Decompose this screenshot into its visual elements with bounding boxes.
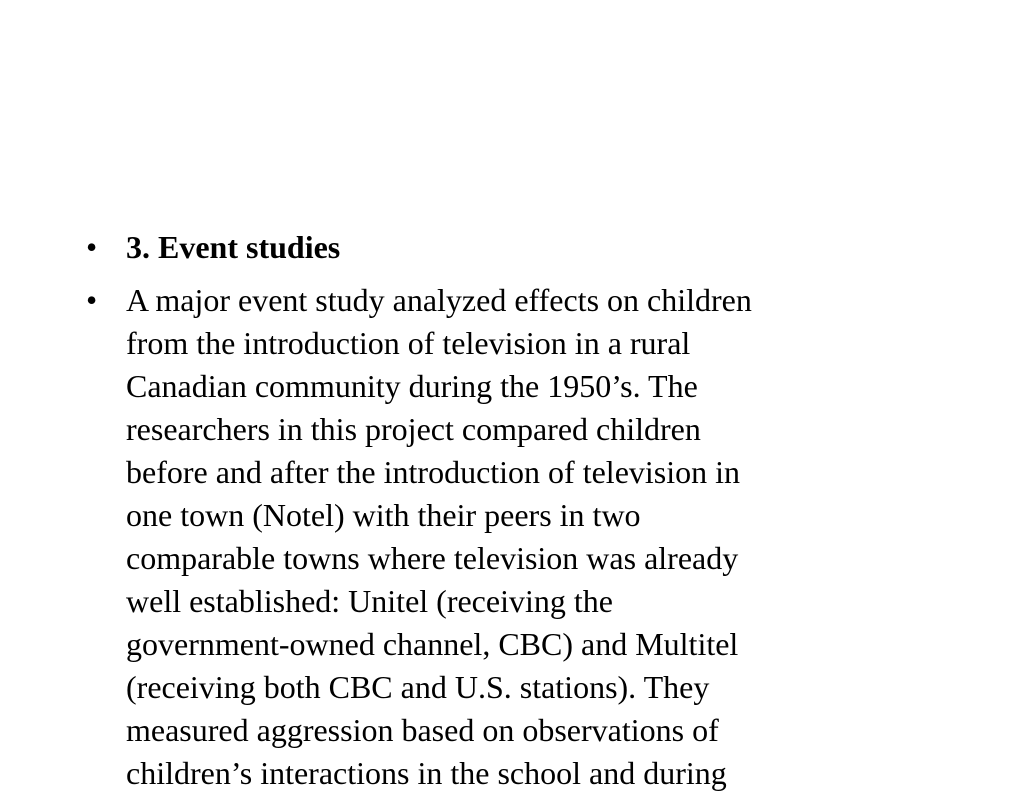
bullet-marker: • (86, 282, 98, 318)
paragraph-line: A major event study analyzed effects on children (126, 282, 752, 318)
bullet-item-heading (86, 226, 926, 269)
paragraph-line: measured aggression based on observations of (126, 712, 719, 748)
bullet-marker: • (86, 229, 98, 265)
paragraph-line: from the introduction of television in a rural (126, 325, 691, 361)
paragraph-line: children’s interactions in the school and during (126, 755, 727, 791)
paragraph-line: before and after the introduction of television in (126, 454, 741, 490)
paragraph-line: researchers in this project compared children (126, 411, 701, 447)
paragraph-line: Canadian community during the 1950’s. The (126, 368, 698, 404)
bullet-item-paragraph (86, 279, 926, 795)
section-heading: 3. Event studies (126, 229, 341, 265)
paragraph-line: well established: Unitel (receiving the (126, 583, 613, 619)
paragraph-line: comparable towns where television was already (126, 540, 739, 576)
bullet-list (86, 226, 926, 805)
paragraph-line: (receiving both CBC and U.S. stations). They (126, 669, 710, 705)
paragraph-line: government-owned channel, CBC) and Multitel (126, 626, 739, 662)
paragraph-line: one town (Notel) with their peers in two (126, 497, 641, 533)
